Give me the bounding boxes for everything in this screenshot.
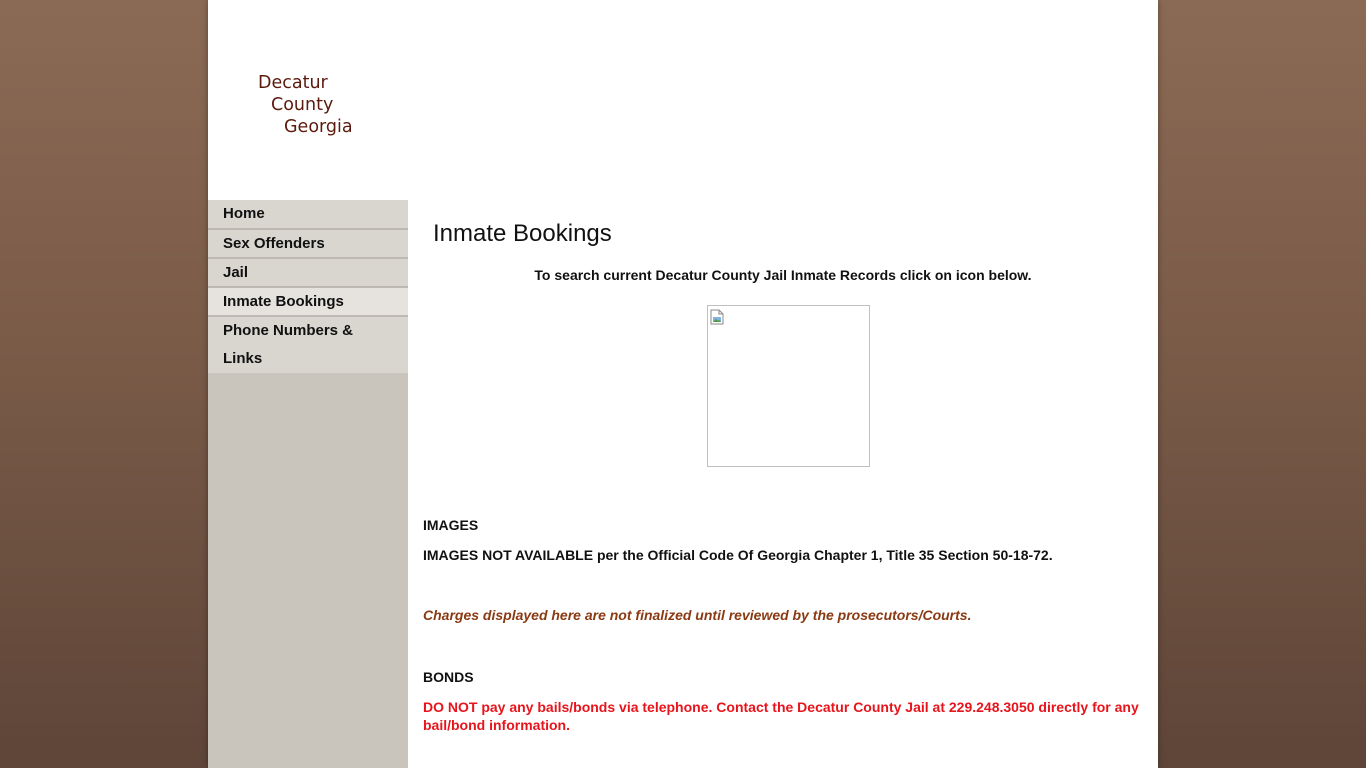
nav-item-label-line-1: Phone Numbers & [223,322,354,339]
logo-line-2: County [271,95,334,115]
images-heading: IMAGES [423,517,479,533]
images-not-available-text: IMAGES NOT AVAILABLE per the Official Code Of Georgia Chapter 1, Title 35 Section 50-18-72. [423,547,1053,563]
inmate-search-image-link[interactable] [707,305,870,467]
logo-line-3: Georgia [284,117,353,137]
nav-item-phone-numbers-links[interactable] [208,316,408,373]
nav-item-sex-offenders[interactable]: Sex Offenders [208,229,408,258]
page-title: Inmate Bookings [433,220,612,247]
sidebar-nav [208,200,408,768]
nav-item-jail[interactable]: Jail [208,258,408,287]
charges-notice: Charges displayed here are not finalized until reviewed by the prosecutors/Courts. [423,607,972,623]
bonds-heading: BONDS [423,669,474,685]
bonds-warning: DO NOT pay any bails/bonds via telephone. Contact the Decatur County Jail at 229.248.3050 directly for any bail/bond information. [423,699,1139,733]
nav-item-home[interactable]: Home [208,200,408,229]
page-container [208,0,1158,768]
nav-item-inmate-bookings[interactable]: Inmate Bookings [208,287,408,316]
logo-line-1: Decatur [258,73,328,93]
search-instruction: To search current Decatur County Jail Inmate Records click on icon below. [534,267,1032,283]
nav-item-label-line-2: Links [223,350,263,367]
broken-image-icon [710,309,724,325]
site-logo[interactable] [258,72,353,138]
